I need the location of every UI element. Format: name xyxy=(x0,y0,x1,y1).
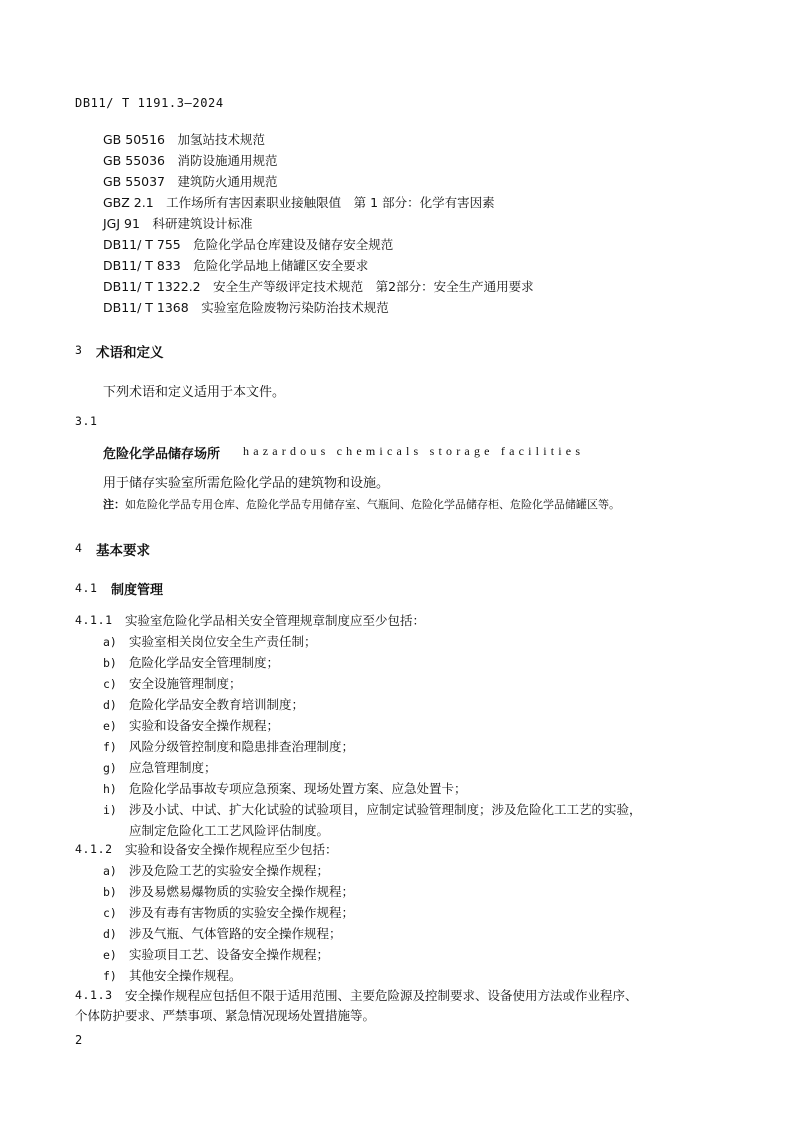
list-item-text: 涉及有毒有害物质的实验安全操作规程； xyxy=(129,905,355,920)
term-chinese: 危险化学品储存场所 xyxy=(103,447,221,462)
list-item-label: e) xyxy=(103,719,117,733)
section-intro: 下列术语和定义适用于本文件。 xyxy=(103,385,286,400)
list-item xyxy=(103,632,317,650)
list-item xyxy=(103,861,329,879)
list-item-label: d) xyxy=(103,698,117,712)
section-title: 基本要求 xyxy=(96,543,150,559)
list-item-text: 危险化学品安全教育培训制度； xyxy=(129,697,305,712)
document-code-header: DB11/ T 1191.3—2024 xyxy=(75,96,224,110)
section-number: 4 xyxy=(75,541,83,555)
list-item-label: a) xyxy=(103,635,117,649)
list-item-text: 涉及气瓶、气体管路的安全操作规程； xyxy=(129,926,342,941)
list-item xyxy=(103,653,279,671)
reference-item: GBZ 2.1 工作场所有害因素职业接触限值 第 1 部分：化学有害因素 xyxy=(103,195,495,210)
list-item-text: 涉及危险工艺的实验安全操作规程； xyxy=(129,863,330,878)
list-item-label: b) xyxy=(103,656,117,670)
clause-number: 4.1.3 xyxy=(75,988,113,1002)
term-english: hazardous chemicals storage facilities xyxy=(243,444,585,458)
reference-item: DB11/ T 833 危险化学品地上储罐区安全要求 xyxy=(103,258,369,273)
list-item xyxy=(103,737,354,755)
list-item xyxy=(103,924,342,942)
list-item-label: c) xyxy=(103,677,117,691)
list-item-label: b) xyxy=(103,885,117,899)
list-item xyxy=(103,903,354,921)
clause-text-continuation: 个体防护要求、严禁事项、紧急情况现场处置措施等。 xyxy=(75,1008,376,1023)
list-item-label: i) xyxy=(103,803,117,817)
subsection-title: 制度管理 xyxy=(111,583,164,598)
list-item-label: c) xyxy=(103,906,117,920)
reference-item: GB 50516 加氢站技术规范 xyxy=(103,132,265,147)
reference-item: DB11/ T 1368 实验室危险废物污染防治技术规范 xyxy=(103,300,389,315)
reference-item: DB11/ T 1322.2 安全生产等级评定技术规范 第2部分：安全生产通用要求 xyxy=(103,279,534,294)
note-text: 如危险化学品专用仓库、危险化学品专用储存室、气瓶间、危险化学品储存柜、危险化学品储罐区等。 xyxy=(125,498,620,511)
list-item-text: 涉及易燃易爆物质的实验安全操作规程； xyxy=(129,884,355,899)
clause-text: 实验室危险化学品相关安全管理规章制度应至少包括： xyxy=(125,613,426,628)
list-item xyxy=(103,779,467,797)
clause-text: 安全操作规程应包括但不限于适用范围、主要危险源及控制要求、设备使用方法或作业程序、 xyxy=(125,988,638,1003)
clause-number: 4.1.1 xyxy=(75,613,113,627)
list-item-label: d) xyxy=(103,927,117,941)
list-item-label: f) xyxy=(103,740,117,754)
list-item xyxy=(103,800,642,818)
list-item-text: 涉及小试、中试、扩大化试验的试验项目，应制定试验管理制度；涉及危险化工工艺的实验， xyxy=(129,802,642,817)
reference-item: GB 55037 建筑防火通用规范 xyxy=(103,174,278,189)
term-definition: 用于储存实验室所需危险化学品的建筑物和设施。 xyxy=(103,476,390,491)
term-note xyxy=(103,496,620,512)
list-item xyxy=(103,716,279,734)
term-number: 3.1 xyxy=(75,414,98,428)
list-item xyxy=(103,695,304,713)
list-item-text: 危险化学品事故专项应急预案、现场处置方案、应急处置卡； xyxy=(129,781,467,796)
reference-item: GB 55036 消防设施通用规范 xyxy=(103,153,278,168)
list-item-label: e) xyxy=(103,948,117,962)
reference-item: DB11/ T 755 危险化学品仓库建设及储存安全规范 xyxy=(103,237,394,252)
list-item xyxy=(103,882,354,900)
section-title: 术语和定义 xyxy=(96,345,164,361)
list-item-label: g) xyxy=(103,761,117,775)
page-number: 2 xyxy=(75,1033,83,1047)
list-item-label: f) xyxy=(103,969,117,983)
section-number: 3 xyxy=(75,343,83,357)
list-item-text: 其他安全操作规程。 xyxy=(129,968,242,983)
list-item-label: a) xyxy=(103,864,117,878)
list-item-continuation: 应制定危险化工工艺风险评估制度。 xyxy=(129,823,330,838)
list-item-text: 安全设施管理制度； xyxy=(129,676,242,691)
clause-number: 4.1.2 xyxy=(75,842,113,856)
list-item xyxy=(103,674,242,692)
note-label: 注： xyxy=(103,498,125,511)
list-item-text: 风险分级管控制度和隐患排查治理制度； xyxy=(129,739,355,754)
list-item-text: 实验项目工艺、设备安全操作规程； xyxy=(129,947,330,962)
list-item xyxy=(103,945,329,963)
clause-text: 实验和设备安全操作规程应至少包括： xyxy=(125,842,338,857)
list-item-label: h) xyxy=(103,782,117,796)
list-item-text: 应急管理制度； xyxy=(129,760,217,775)
subsection-number: 4.1 xyxy=(75,581,98,595)
list-item xyxy=(103,758,217,776)
list-item-text: 实验室相关岗位安全生产责任制； xyxy=(129,634,317,649)
list-item-text: 危险化学品安全管理制度； xyxy=(129,655,280,670)
reference-item: JGJ 91 科研建筑设计标准 xyxy=(103,216,253,231)
list-item-text: 实验和设备安全操作规程； xyxy=(129,718,280,733)
list-item xyxy=(103,966,242,984)
